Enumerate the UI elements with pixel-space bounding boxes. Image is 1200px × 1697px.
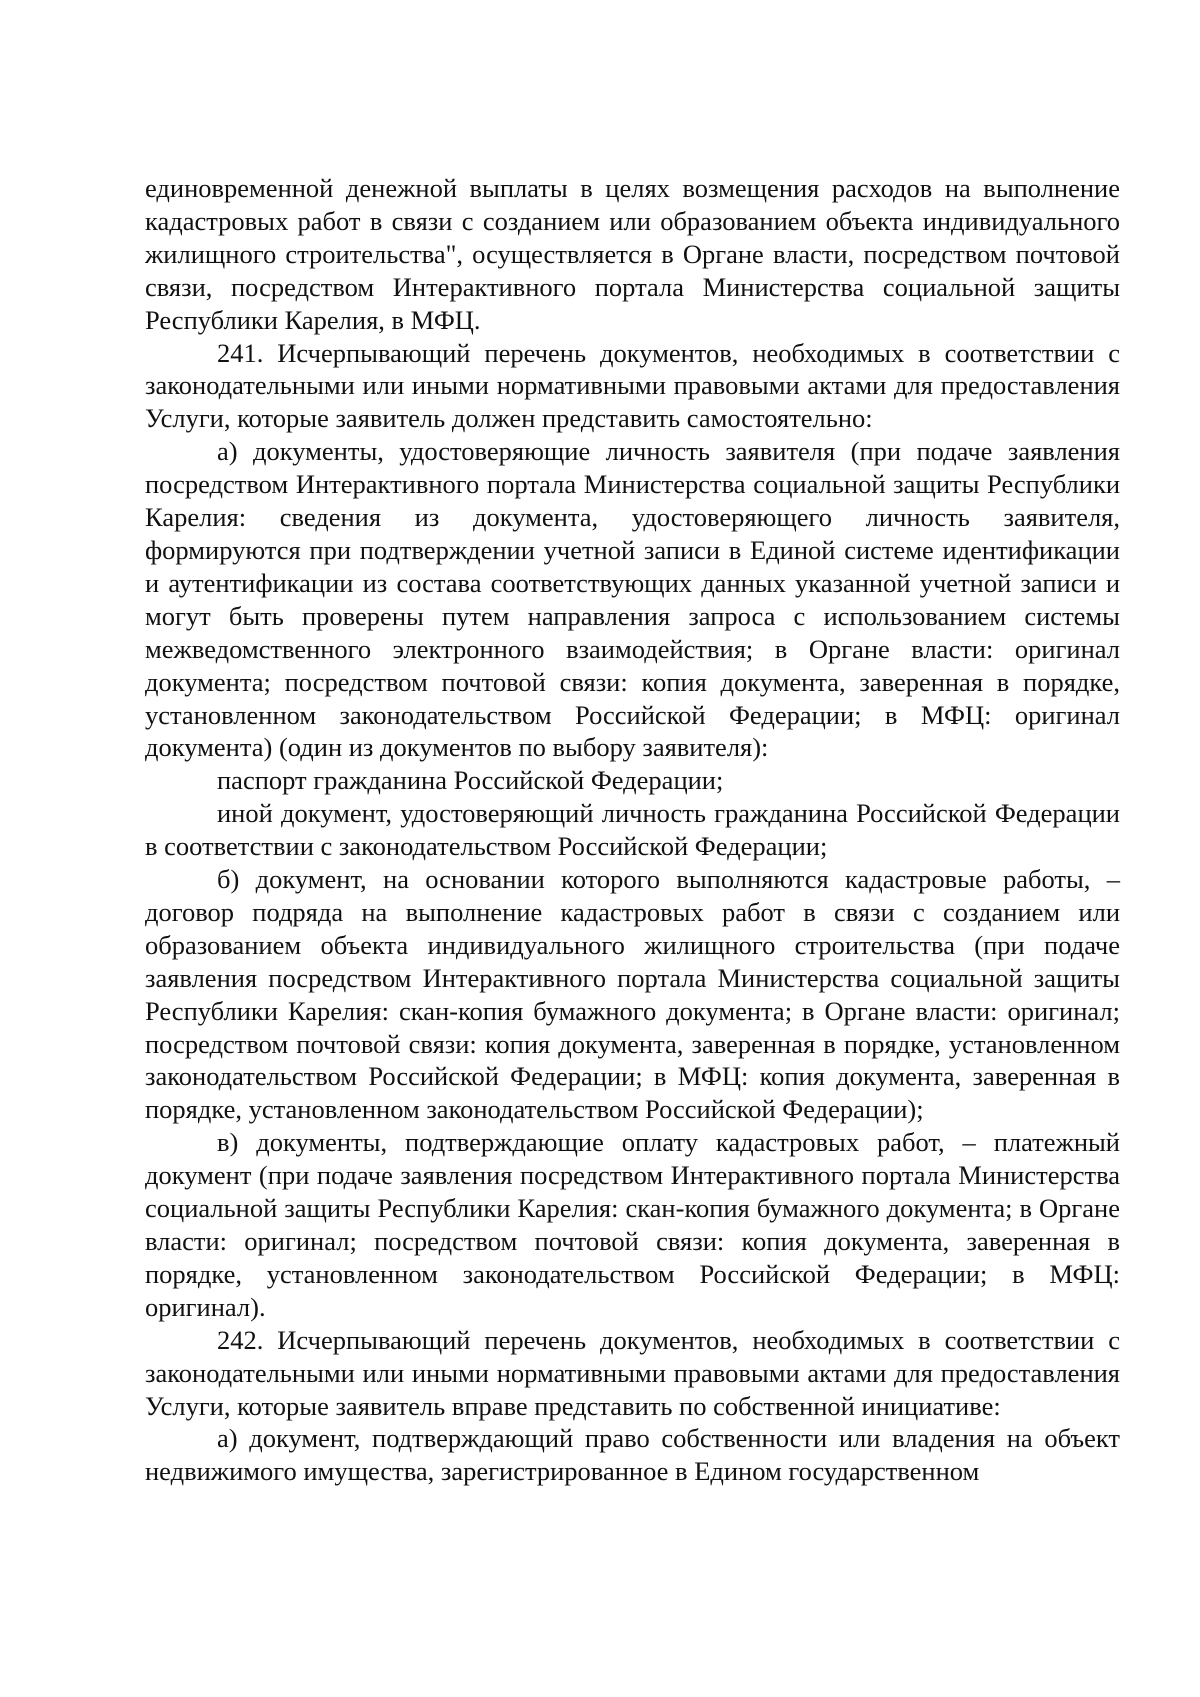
paragraph-241-v: в) документы, подтверждающие оплату кадастровых работ, – платежный документ (при подаче заявления посредством Интерактивного портала Министерства социальной защиты Республики Карелия: скан-копия бумажного документа; в Органе власти: оригинал; посредством почтовой связи: копия документа, заверенная в порядке, установленном законодательством Российской Федерации; в МФЦ: оригинал). [145,1127,1120,1322]
paragraph-241-b: б) документ, на основании которого выполняются кадастровые работы, – договор подряда на выполнение кадастровых работ в связи с созданием или образованием объекта индивидуального жилищного строительства (при подаче заявления посредством Интерактивного портала Министерства социальной защиты Республики Карелия: скан-копия бумажного документа; в Органе власти: оригинал; посредством почтовой связи: копия документа, заверенная в порядке, установленном законодательством Российской Федерации; в МФЦ: копия документа, заверенная в порядке, установленном законодательством Российской Федерации); [145,864,1120,1125]
paragraph-241: 241. Исчерпывающий перечень документов, необходимых в соответствии с законодательными или иными нормативными правовыми актами для предоставления Услуги, которые заявитель должен представить самостоятельно: [145,337,1120,434]
paragraph-continuation: единовременной денежной выплаты в целях возмещения расходов на выполнение кадастровых работ в связи с созданием или образованием объекта индивидуального жилищного строительства", осуществляется в Органе власти, посредством почтовой связи, посредством Интерактивного портала Министерства социальной защиты Республики Карелия, в МФЦ. [145,173,1120,335]
paragraph-passport: паспорт гражданина Российской Федерации; [217,765,724,796]
paragraph-other-id: иной документ, удостоверяющий личность гражданина Российской Федерации в соответствии с законодательством Российской Федерации; [145,798,1120,862]
document-body [145,172,1120,1488]
paragraph-242: 242. Исчерпывающий перечень документов, необходимых в соответствии с законодательными или иными нормативными правовыми актами для предоставления Услуги, которые заявитель вправе представить по собственной инициативе: [145,1324,1120,1421]
paragraph-241-a: а) документы, удостоверяющие личность заявителя (при подаче заявления посредством Интерактивного портала Министерства социальной защиты Республики Карелия: сведения из документа, удостоверяющего личность заявителя, формируются при подтверждении учетной записи в Единой системе идентификации и аутентификации из состава соответствующих данных указанной учетной записи и могут быть проверены путем направления запроса с использованием системы межведомственного электронного взаимодействия; в Органе власти: оригинал документа; посредством почтовой связи: копия документа, заверенная в порядке, установленном законодательством Российской Федерации; в МФЦ: оригинал документа) (один из документов по выбору заявителя): [145,436,1120,763]
paragraph-242-a: а) документ, подтверждающий право собственности или владения на объект недвижимого имущества, зарегистрированное в Едином государственном [145,1423,1120,1487]
